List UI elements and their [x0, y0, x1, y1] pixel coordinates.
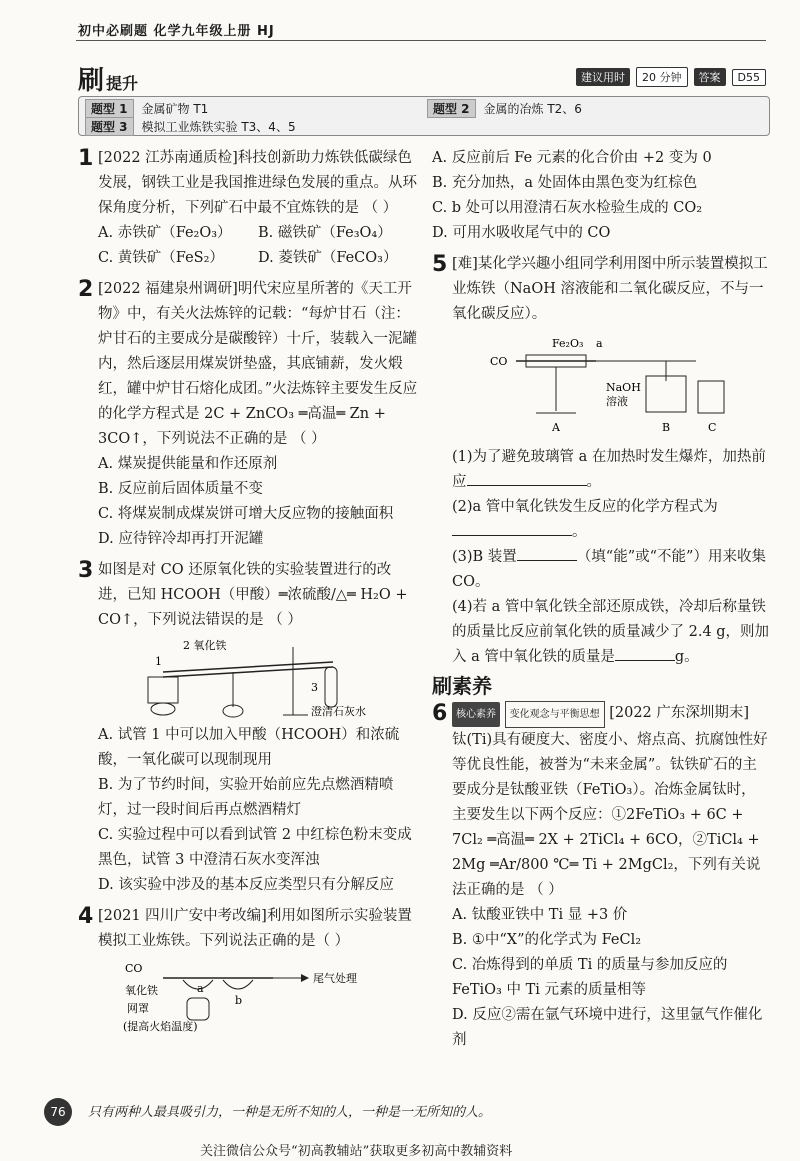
answer-blank-2[interactable] — [452, 521, 572, 536]
answer-blank-4[interactable] — [615, 646, 675, 661]
option-a[interactable]: A. 煤炭提供能量和作还原剂 — [98, 456, 278, 472]
label-b: b — [235, 994, 243, 1007]
label-A: A — [552, 421, 560, 434]
option-b[interactable]: B. 为了节约时间，实验开始前应先点燃酒精喷灯，过一段时间后再点燃酒精灯 — [98, 777, 394, 818]
label-raise-temp: (提高火焰温度) — [123, 1020, 198, 1033]
sub-question-3: (3)B 装置 （填“能”或“不能”）用来收集 CO。 — [452, 545, 770, 595]
brand-small: 提升 — [106, 74, 139, 93]
option-b[interactable]: B. 充分加热，a 处固体由黑色变为红棕色 — [432, 175, 698, 191]
option-a[interactable]: A. 钛酸亚铁中 Ti 显 +3 价 — [452, 907, 628, 923]
type-tag: 题型 1 — [85, 99, 134, 118]
question-1 — [78, 146, 418, 271]
option-c[interactable]: C. b 处可以用澄清石灰水检验生成的 CO₂ — [432, 200, 703, 216]
question-source: [2022 广东深圳期末] — [609, 705, 750, 721]
question-5 — [432, 252, 770, 670]
option-a[interactable]: A. 试管 1 中可以加入甲酸（HCOOH）和浓硫酸，一氧化碳可以现制现用 — [98, 727, 400, 768]
question-2 — [78, 277, 418, 552]
meta-info — [576, 67, 766, 87]
type-3 — [85, 117, 296, 136]
question-3 — [78, 558, 418, 898]
time-value: 20 分钟 — [636, 67, 688, 87]
iron-smelting-apparatus-figure — [123, 958, 393, 1036]
left-column — [78, 146, 418, 1040]
footer-motto: 只有两种人最具吸引力，一种是无所不知的人，一种是一无所知的人。 — [88, 1105, 492, 1120]
label-tail-gas: 尾气处理 — [313, 972, 357, 985]
question-stem: 钛(Ti)具有硬度大、密度小、熔点高、抗腐蚀性好等优良性能，被誉为“未来金属”。钛铁矿石的主要成分是钛酸亚铁（FeTiO₃）。冶炼金属钛时，主要发生以下两个反应：①2FeTiO₃ + 6C + 7Cl₂ ═高温═ 2X + 2TiCl₄ + 6CO，②TiCl₄ + 2Mg ═Ar/800 ℃═ Ti + 2MgCl₂，下列有关说法正确的是 （ ） — [452, 732, 768, 898]
answer-label: 答案 — [694, 68, 726, 86]
question-header — [452, 701, 770, 728]
label-tube-2: 2 氧化铁 — [183, 639, 227, 652]
label-co: CO — [125, 962, 143, 975]
sub-question-1: (1)为了避免玻璃管 a 在加热时发生爆炸，加热前应 。 — [452, 449, 766, 490]
option-a[interactable]: A. 赤铁矿（Fe₂O₃） — [98, 225, 232, 241]
question-stem: [2021 四川广安中考改编]利用如图所示实验装置模拟工业炼铁。下列说法正确的是（ ） — [98, 908, 412, 949]
options — [98, 723, 418, 898]
label-a: a — [197, 982, 204, 995]
label-wire-gauze: 网罩 — [127, 1002, 149, 1015]
question-stem: [2022 江苏南通质检]科技创新助力炼铁低碳绿色发展，钢铁工业是我国推进绿色发展的重点。从环保角度分析，下列矿石中最不宜炼铁的是 （ ） — [98, 150, 417, 216]
section-title: 刷素养 — [432, 674, 492, 698]
type-text: 模拟工业炼铁实验 T3、4、5 — [141, 120, 296, 134]
sub-question-2: (2)a 管中氧化铁发生反应的化学方程式为。 — [452, 499, 718, 540]
options — [452, 903, 770, 1053]
options — [98, 221, 418, 271]
type-text: 金属矿物 T1 — [141, 102, 209, 116]
label-limewater: 澄清石灰水 — [311, 705, 366, 718]
question-stem: [2022 福建泉州调研]明代宋应星所著的《天工开物》中，有关火法炼锌的记载：“每炉甘石（注：炉甘石的主要成分是碳酸锌）十斤，装载入一泥罐内，然后逐层用煤炭饼垫盛，其底铺薪，发火煅红，罐中炉甘石熔化成团。”火法炼锌主要发生反应的化学方程式是 2C + ZnCO₃ ═高温═ Zn + 3CO↑，下列说法不正确的是 （ ） — [98, 281, 418, 447]
core-literacy-badge: 核心素养 — [452, 702, 500, 727]
page-number: 76 — [44, 1098, 72, 1126]
option-b[interactable]: B. 磁铁矿（Fe₃O₄） — [258, 225, 392, 241]
option-b[interactable]: B. 反应前后固体质量不变 — [98, 481, 263, 497]
option-d[interactable]: D. 应待锌冷却再打开泥罐 — [98, 531, 264, 547]
footer-ad: 关注微信公众号“初高教辅站”获取更多初高中教辅资料 — [200, 1144, 513, 1159]
right-column — [432, 146, 770, 1053]
question-6 — [432, 701, 770, 1053]
label-solution: 溶液 — [606, 395, 628, 408]
three-device-apparatus-figure — [486, 331, 736, 441]
question-4 — [78, 904, 418, 1036]
question-number: 4 — [78, 904, 94, 929]
label-fe2o3: Fe₂O₃ — [552, 337, 584, 350]
label-co: CO — [490, 355, 508, 368]
label-iron-oxide: 氧化铁 — [125, 984, 158, 997]
option-c[interactable]: C. 黄铁矿（FeS₂） — [98, 250, 224, 266]
option-b[interactable]: B. ①中“X”的化学式为 FeCl₂ — [452, 932, 642, 948]
answer-blank-3[interactable] — [517, 546, 577, 561]
question-number: 1 — [78, 146, 94, 171]
question-stem: [难]某化学兴趣小组同学利用图中所示装置模拟工业炼铁（NaOH 溶液能和二氧化碳反应，不与一氧化碳反应）。 — [452, 256, 768, 322]
question-number: 6 — [432, 701, 448, 726]
option-d[interactable]: D. 菱铁矿（FeCO₃） — [258, 250, 398, 266]
option-c[interactable]: C. 将煤炭制成煤炭饼可增大反应物的接触面积 — [98, 506, 394, 522]
option-c[interactable]: C. 实验过程中可以看到试管 2 中红棕色粉末变成黑色，试管 3 中澄清石灰水变浑浊 — [98, 827, 412, 868]
label-C: C — [708, 421, 717, 434]
option-a[interactable]: A. 反应前后 Fe 元素的化合价由 +2 变为 0 — [432, 150, 712, 166]
question-stem: 如图是对 CO 还原氧化铁的实验装置进行的改进，已知 HCOOH（甲酸）═浓硫酸/△═ H₂O + CO↑，下列说法错误的是 （ ） — [98, 562, 408, 628]
time-label: 建议用时 — [576, 68, 630, 86]
type-text: 金属的冶炼 T2、6 — [483, 102, 582, 116]
type-2 — [427, 99, 582, 118]
type-1 — [85, 99, 208, 118]
answer-blank-1[interactable] — [467, 471, 587, 486]
type-tag: 题型 2 — [427, 99, 476, 118]
question-number: 2 — [78, 277, 94, 302]
label-tube-1: 1 — [155, 655, 162, 668]
label-B: B — [662, 421, 671, 434]
header-divider — [76, 40, 766, 41]
question-number: 3 — [78, 558, 94, 583]
answer-page: D55 — [732, 69, 766, 86]
brand-big: 刷 — [78, 66, 105, 96]
sub-question-4: (4)若 a 管中氧化铁全部还原成铁，冷却后称量铁的质量比反应前氧化铁的质量减少了 2.4 g，则加入 a 管中氧化铁的质量是 g。 — [452, 599, 770, 665]
label-naoh: NaOH — [606, 381, 641, 394]
question-type-box — [78, 96, 770, 136]
label-tube-3: 3 — [311, 681, 318, 694]
option-d[interactable]: D. 反应②需在氩气环境中进行，这里氩气作催化剂 — [452, 1007, 763, 1048]
question-number: 5 — [432, 252, 448, 277]
option-d[interactable]: D. 可用水吸收尾气中的 CO — [432, 225, 611, 241]
literacy-topic-badge: 变化观念与平衡思想 — [505, 701, 605, 728]
option-d[interactable]: D. 该实验中涉及的基本反应类型只有分解反应 — [98, 877, 394, 893]
co-reduction-apparatus-figure — [143, 637, 373, 719]
type-tag: 题型 3 — [85, 117, 134, 136]
options — [98, 452, 418, 552]
label-a: a — [596, 337, 603, 350]
section-brand — [78, 60, 138, 97]
book-series-title: 初中必刷题 化学九年级上册 HJ — [78, 24, 275, 39]
option-c[interactable]: C. 冶炼得到的单质 Ti 的质量与参加反应的 FeTiO₃ 中 Ti 元素的质量相等 — [452, 957, 728, 998]
question-4-options — [432, 146, 770, 246]
